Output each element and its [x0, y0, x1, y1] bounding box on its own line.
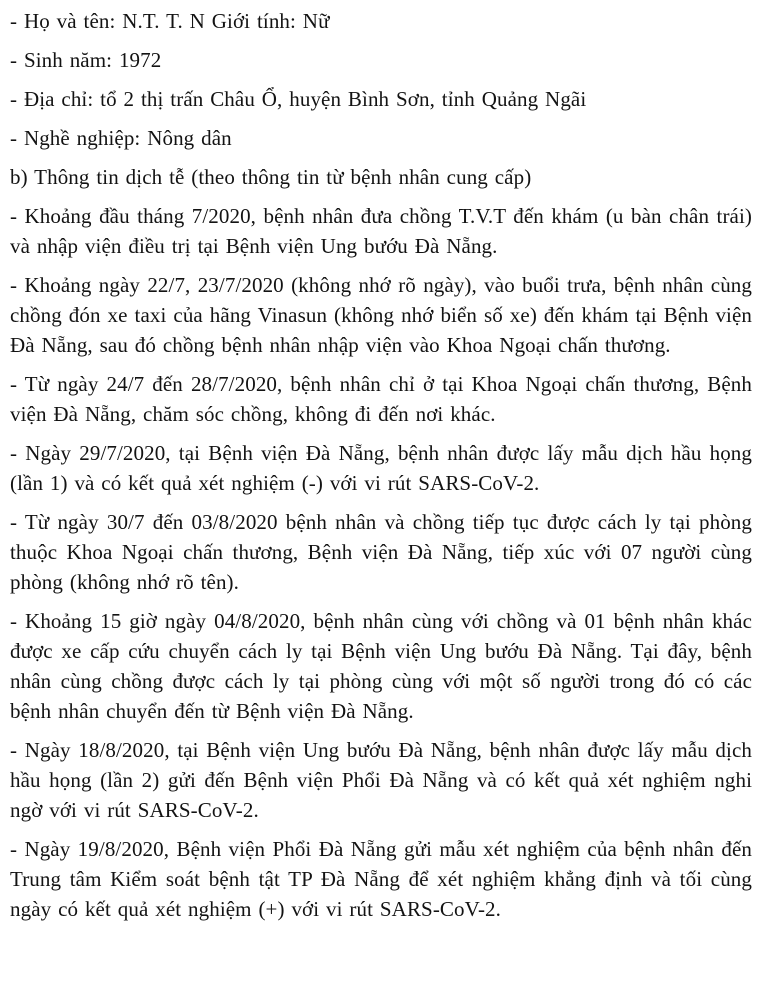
info-line-occupation: - Nghề nghiệp: Nông dân — [10, 126, 232, 150]
info-line-name-gender: - Họ và tên: N.T. T. N Giới tính: Nữ — [10, 9, 330, 33]
info-line-address: - Địa chỉ: tổ 2 thị trấn Châu Ổ, huyện Bình Sơn, tỉnh Quảng Ngãi — [10, 87, 587, 111]
section-heading-epidemiology: b) Thông tin dịch tễ (theo thông tin từ bệnh nhân cung cấp) — [10, 165, 532, 189]
timeline-entry-30july-03aug: - Từ ngày 30/7 đến 03/8/2020 bệnh nhân và chồng tiếp tục được cách ly tại phòng thuộc Khoa Ngoại chấn thương, Bệnh viện Đà Nẵng, tiếp xúc với 07 người cùng phòng (không nhớ rõ tên). — [10, 510, 752, 594]
timeline-entry-22-23-july: - Khoảng ngày 22/7, 23/7/2020 (không nhớ rõ ngày), vào buổi trưa, bệnh nhân cùng chồng đón xe taxi của hãng Vinasun (không nhớ biển số xe) đến khám tại Bệnh viện Đà Nẵng, sau đó chồng bệnh nhân nhập viện vào Khoa Ngoại chấn thương. — [10, 273, 752, 357]
timeline-entry-29-july: - Ngày 29/7/2020, tại Bệnh viện Đà Nẵng, bệnh nhân được lấy mẫu dịch hầu họng (lần 1) và có kết quả xét nghiệm (-) với vi rút SARS-CoV-2. — [10, 441, 752, 495]
info-line-birth-year: - Sinh năm: 1972 — [10, 48, 162, 72]
timeline-entry-04-aug: - Khoảng 15 giờ ngày 04/8/2020, bệnh nhân cùng với chồng và 01 bệnh nhân khác được xe cấp cứu chuyển cách ly tại Bệnh viện Ung bướu Đà Nẵng. Tại đây, bệnh nhân cùng chồng được cách ly tại phòng cùng với một số người trong đó có các bệnh nhân chuyển đến từ Bệnh viện Đà Nẵng. — [10, 609, 752, 723]
timeline-entry-19-aug: - Ngày 19/8/2020, Bệnh viện Phổi Đà Nẵng gửi mẫu xét nghiệm của bệnh nhân đến Trung tâm Kiểm soát bệnh tật TP Đà Nẵng để xét nghiệm khẳng định và tối cùng ngày có kết quả xét nghiệm (+) với vi rút SARS-CoV-2. — [10, 837, 752, 921]
timeline-entry-24-28-july: - Từ ngày 24/7 đến 28/7/2020, bệnh nhân chỉ ở tại Khoa Ngoại chấn thương, Bệnh viện Đà Nẵng, chăm sóc chồng, không đi đến nơi khác. — [10, 372, 752, 426]
timeline-entry-18-aug: - Ngày 18/8/2020, tại Bệnh viện Ung bướu Đà Nẵng, bệnh nhân được lấy mẫu dịch hầu họng (lần 2) gửi đến Bệnh viện Phổi Đà Nẵng và có kết quả xét nghiệm nghi ngờ với vi rút SARS-CoV-2. — [10, 738, 752, 822]
timeline-entry-early-july: - Khoảng đầu tháng 7/2020, bệnh nhân đưa chồng T.V.T đến khám (u bàn chân trái) và nhập viện điều trị tại Bệnh viện Ung bướu Đà Nẵng. — [10, 204, 752, 258]
